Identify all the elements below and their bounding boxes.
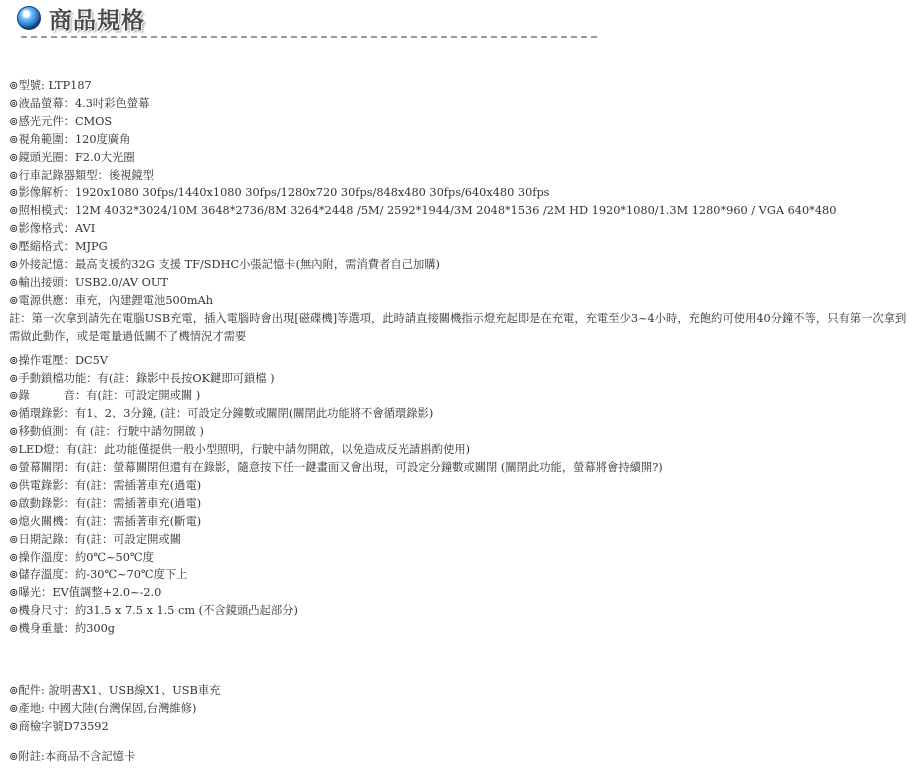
spec-led-light: ⊚LED燈：有(註：此功能僅提供一般小型照明，行駛中請勿開啟，以免造成反光請斟酌使用) — [9, 443, 471, 457]
spec-view-angle: ⊚視角範圍：120度廣角 — [9, 132, 131, 146]
spec-power-recording: ⊚供電錄影：有(註：需插著車充(過電) — [9, 478, 202, 492]
spec-compression: ⊚壓縮格式：MJPG — [9, 240, 108, 254]
spec-weight: ⊚機身重量：約300g — [9, 622, 116, 636]
spec-photo-mode: ⊚照相模式：12M 4032*3024/10M 3648*2736/8M 3264*2448 /5M/ 2592*1944/3M 2048*1536 /2M HD 1920*1080/1.3M 1280*960 / VGA 640*480 — [9, 204, 837, 218]
spec-video-resolution: ⊚影像解析：1920x1080 30fps/1440x1080 30fps/1280x720 30fps/848x480 30fps/640x480 30fps — [9, 186, 550, 200]
spec-audio: ⊚錄 音：有(註：可設定開或關 ) — [9, 389, 201, 403]
spec-screen-off: ⊚螢幕關閉：有(註：螢幕關閉但還有在錄影，隨意按下任一鍵畫面又會出現，可設定分鐘數或關閉 (關閉此功能，螢幕將會持續開?) — [9, 461, 663, 475]
dashed-divider — [21, 36, 597, 38]
blue-orb-icon — [17, 6, 41, 30]
spec-operating-temp: ⊚操作溫度：約0℃~50℃度 — [9, 550, 154, 564]
spec-footnote: ⊚附註:本商品不含記憶卡 — [9, 749, 136, 763]
spec-motion-detection: ⊚移動偵測：有 (註：行駛中請勿開啟 ) — [9, 425, 204, 439]
spec-origin: ⊚產地: 中國大陸(台灣保固,台灣維修) — [9, 702, 197, 715]
spec-file-lock: ⊚手動鎖檔功能：有(註：錄影中長按OK鍵即可鎖檔 ) — [9, 371, 275, 385]
spec-power: ⊚電源供應：車充，內建鋰電池500mAh — [9, 293, 214, 307]
spec-screen: ⊚液晶螢幕：4.3吋彩色螢幕 — [9, 96, 150, 110]
section-title: 商品規格 — [49, 8, 145, 34]
spec-inspection-number: ⊚商檢字號D73592 — [9, 719, 109, 733]
spec-model: ⊚型號: LTP187 — [9, 79, 92, 92]
spec-engine-off: ⊚熄火關機：有(註：需插著車充(斷電) — [9, 514, 202, 528]
spec-recorder-type: ⊚行車記錄器類型：後視鏡型 — [9, 168, 155, 182]
spec-memory: ⊚外接記憶：最高支援約32G 支援 TF/SDHC小張記憶卡(無內附，需消費者自己加購) — [9, 258, 440, 272]
spec-storage-temp: ⊚儲存溫度：約-30℃~70℃度下上 — [9, 568, 188, 582]
spec-accessories: ⊚配件: 說明書X1、USB線X1、USB車充 — [9, 684, 221, 698]
spec-exposure: ⊚曝光：EV值調整+2.0~-2.0 — [9, 586, 162, 600]
section-header — [17, 2, 597, 42]
spec-sensor: ⊚感光元件：CMOS — [9, 114, 113, 128]
spec-video-format: ⊚影像格式：AVI — [9, 222, 96, 236]
spec-voltage: ⊚操作電壓：DC5V — [9, 353, 108, 367]
spec-aperture: ⊚鏡頭光圈：F2.0大光圈 — [9, 150, 135, 164]
spec-output: ⊚輸出接頭：USB2.0/AV OUT — [9, 275, 168, 289]
spec-date-stamp: ⊚日期記錄：有(註：可設定開或關 — [9, 532, 182, 546]
spec-list — [9, 77, 907, 766]
spec-loop-recording: ⊚循環錄影：有1、2、3分鐘, (註：可設定分鐘數或關閉(關閉此功能將不會循環錄影) — [9, 407, 434, 421]
spec-start-recording: ⊚啟動錄影：有(註：需插著車充(過電) — [9, 496, 202, 510]
spec-dimensions: ⊚機身尺寸：約31.5 x 7.5 x 1.5 cm (不含鏡頭凸起部分) — [9, 604, 298, 618]
spec-charging-note: 註：第一次拿到請先在電腦USB充電，插入電腦時會出現[磁碟機]等選項，此時請直接關機指示燈充起即是在充電，充電至少3~4小時，充飽約可使用40分鐘不等，只有第一次拿到需做此動作，或是電量過低關不了機情況才需要 — [9, 311, 907, 343]
